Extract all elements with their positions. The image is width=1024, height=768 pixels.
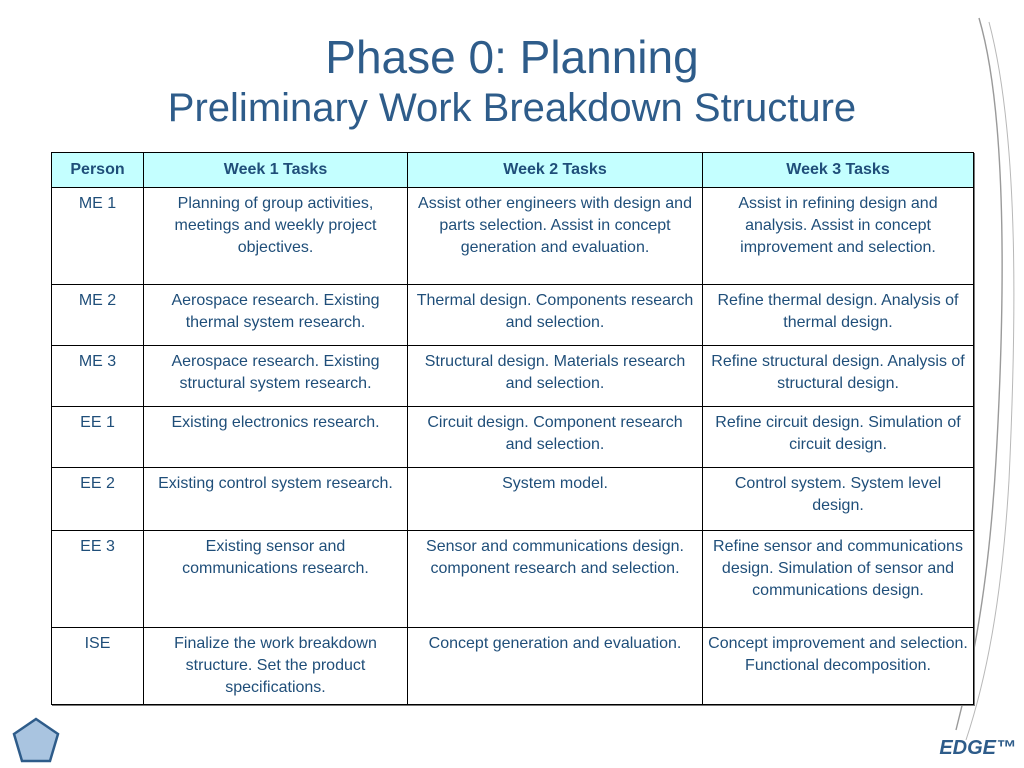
table-row	[52, 346, 974, 407]
header-week2: Week 2 Tasks	[408, 153, 703, 188]
table-row	[52, 188, 974, 285]
cell-week3: Refine sensor and communications design. Simulation of sensor and communications design.	[703, 531, 974, 628]
header-person: Person	[52, 153, 144, 188]
cell-person: EE 1	[52, 407, 144, 468]
slide-title	[0, 30, 1024, 132]
wbs-table	[51, 152, 974, 705]
cell-week2: Thermal design. Components research and selection.	[408, 285, 703, 346]
cell-week1: Aerospace research. Existing thermal system research.	[144, 285, 408, 346]
title-subtitle: Preliminary Work Breakdown Structure	[167, 86, 857, 130]
table-row	[52, 628, 974, 705]
cell-person: ME 2	[52, 285, 144, 346]
table-header-row	[52, 153, 974, 188]
cell-week1: Planning of group activities, meetings and weekly project objectives.	[144, 188, 408, 285]
brand-logo-text: EDGE™	[939, 737, 1016, 759]
cell-week2: Concept generation and evaluation.	[408, 628, 703, 705]
cell-week3: Concept improvement and selection. Functional decomposition.	[703, 628, 974, 705]
cell-week1: Aerospace research. Existing structural system research.	[144, 346, 408, 407]
table-row	[52, 285, 974, 346]
table-row	[52, 531, 974, 628]
cell-week2: System model.	[408, 468, 703, 531]
cell-week2: Assist other engineers with design and parts selection. Assist in concept generation and evaluation.	[408, 188, 703, 285]
header-week3: Week 3 Tasks	[703, 153, 974, 188]
cell-week2: Sensor and communications design. component research and selection.	[408, 531, 703, 628]
cell-week1: Existing control system research.	[144, 468, 408, 531]
cell-person: ISE	[52, 628, 144, 705]
pentagon-icon	[12, 717, 60, 763]
cell-person: EE 2	[52, 468, 144, 531]
cell-week1: Existing electronics research.	[144, 407, 408, 468]
cell-week2: Structural design. Materials research and selection.	[408, 346, 703, 407]
cell-week1: Existing sensor and communications research.	[144, 531, 408, 628]
table-row	[52, 468, 974, 531]
cell-week3: Refine structural design. Analysis of structural design.	[703, 346, 974, 407]
cell-week3: Refine circuit design. Simulation of circuit design.	[703, 407, 974, 468]
cell-week2: Circuit design. Component research and selection.	[408, 407, 703, 468]
cell-person: EE 3	[52, 531, 144, 628]
cell-person: ME 1	[52, 188, 144, 285]
table-row	[52, 407, 974, 468]
cell-week3: Refine thermal design. Analysis of thermal design.	[703, 285, 974, 346]
cell-week1: Finalize the work breakdown structure. Set the product specifications.	[144, 628, 408, 705]
cell-week3: Control system. System level design.	[703, 468, 974, 531]
title-main: Phase 0: Planning	[325, 31, 699, 83]
header-week1: Week 1 Tasks	[144, 153, 408, 188]
cell-week3: Assist in refining design and analysis. Assist in concept improvement and selection.	[703, 188, 974, 285]
cell-person: ME 3	[52, 346, 144, 407]
